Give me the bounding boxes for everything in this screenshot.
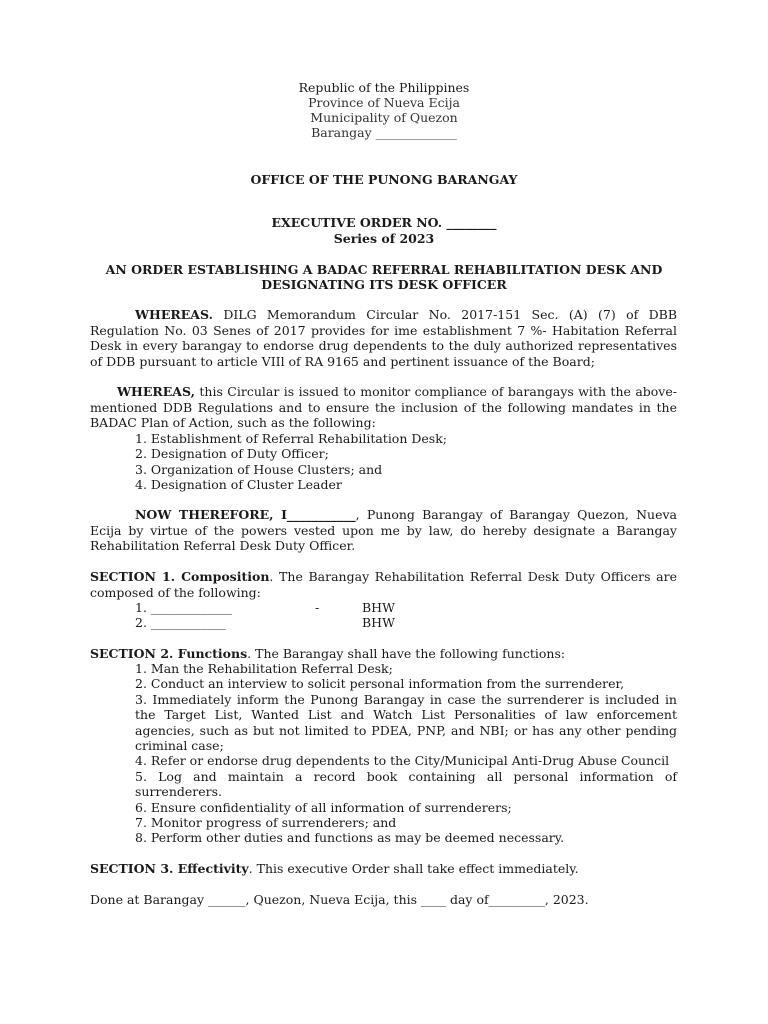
- executive-order-number: EXECUTIVE ORDER NO. ________: [271, 215, 497, 230]
- list-item: 6. Ensure confidentiality of all information of surrenderers;: [135, 799, 512, 815]
- list-item: 4. Refer or endorse drug dependents to the City/Municipal Anti-Drug Abuse Council: [135, 753, 670, 769]
- whereas-text-1: DILG Memorandum Circular No. 2017-151 Sec. (A) (7) of DBB Regulation No. 03 Senes of 2017 provides for ime establishment 7 %- Habitation Referral Desk in every barangay to endorse drug dependents to the duly authorized representatives of DDB pursuant to article VIIl of RA 9165 and pertinent issuance of the Board;: [90, 307, 677, 369]
- section-3-heading: SECTION 3. Effectivity: [90, 861, 249, 876]
- section-3-paragraph: [90, 861, 677, 877]
- header-province: Province of Nueva Ecija: [308, 95, 460, 110]
- mandates-list: [135, 431, 677, 493]
- list-item: 2. Designation of Duty Officer;: [135, 446, 329, 462]
- whereas-lead-1: WHEREAS.: [135, 307, 213, 322]
- name-blank: ___________: [286, 507, 356, 522]
- now-therefore-text: , Punong Barangay of Barangay Quezon, Nueva Ecija by virtue of the powers vested upon me by law, do hereby designate a Barangay Rehabilitation Referral Desk Duty Officer.: [90, 507, 677, 553]
- section-1-paragraph: [90, 569, 677, 600]
- member-2-role: BHW: [362, 615, 395, 630]
- now-therefore-paragraph: [90, 507, 677, 554]
- section-2-paragraph: [90, 646, 677, 662]
- list-item: 8. Perform other duties and functions as may be deemed necessary.: [135, 830, 565, 846]
- member-1-number: 1. _____________: [135, 600, 233, 615]
- executive-order-series: Series of 2023: [333, 231, 435, 246]
- header-barangay: Barangay _____________: [311, 125, 457, 140]
- now-therefore-lead: NOW THEREFORE, I: [135, 507, 287, 522]
- order-title-line2: DESIGNATING ITS DESK OFFICER: [261, 277, 507, 292]
- functions-list: [135, 661, 677, 846]
- list-item: 5. Log and maintain a record book containing all personal information of surrenderers.: [135, 768, 677, 800]
- whereas-paragraph-2: [90, 384, 677, 431]
- member-1-role: BHW: [362, 600, 395, 615]
- done-at-line: Done at Barangay ______, Quezon, Nueva Ecija, this ____ day of_________, 2023.: [90, 892, 589, 907]
- header-republic: Republic of the Philippines: [298, 80, 470, 95]
- list-item: 3. Organization of House Clusters; and: [135, 461, 383, 477]
- list-item: 7. Monitor progress of surrenderers; and: [135, 815, 397, 831]
- section-2-heading: SECTION 2. Functions: [90, 646, 248, 661]
- section-1-heading: SECTION 1. Composition: [90, 569, 270, 584]
- list-item: 3. Immediately inform the Punong Barangay in case the surrenderer is included in the Target List, Wanted List and Watch List Personalities of law enforcement agencies, such as but not limited to PDEA, PNP, and NBI; or has any other pending criminal case;: [135, 691, 677, 754]
- list-item: 4. Designation of Cluster Leader: [135, 477, 342, 493]
- order-title-line1: AN ORDER ESTABLISHING A BADAC REFERRAL REHABILITATION DESK AND: [105, 262, 663, 277]
- member-1-dash: -: [315, 600, 320, 615]
- list-item: 2. Conduct an interview to solicit personal information from the surrenderer,: [135, 676, 625, 692]
- section-3-text: . This executive Order shall take effect immediately.: [248, 861, 579, 876]
- whereas-lead-2: WHEREAS,: [117, 384, 195, 399]
- section-1-text: . The Barangay Rehabilitation Referral Desk Duty Officers are composed of the following:: [90, 569, 677, 600]
- section-2-text: . The Barangay shall have the following functions:: [247, 646, 566, 661]
- office-title: OFFICE OF THE PUNONG BARANGAY: [250, 172, 518, 187]
- header-municipality: Municipality of Quezon: [310, 110, 458, 125]
- list-item: 1. Man the Rehabilitation Referral Desk;: [135, 661, 393, 676]
- whereas-text-2: this Circular is issued to monitor compliance of barangays with the above-mentioned DDB Regulations and to ensure the inclusion of the following mandates in the BADAC Plan of Action, such as the following:: [90, 384, 677, 430]
- list-item: 1. Establishment of Referral Rehabilitation Desk;: [135, 431, 447, 446]
- member-2-number: 2. ____________: [135, 615, 226, 630]
- whereas-paragraph-1: [90, 307, 677, 369]
